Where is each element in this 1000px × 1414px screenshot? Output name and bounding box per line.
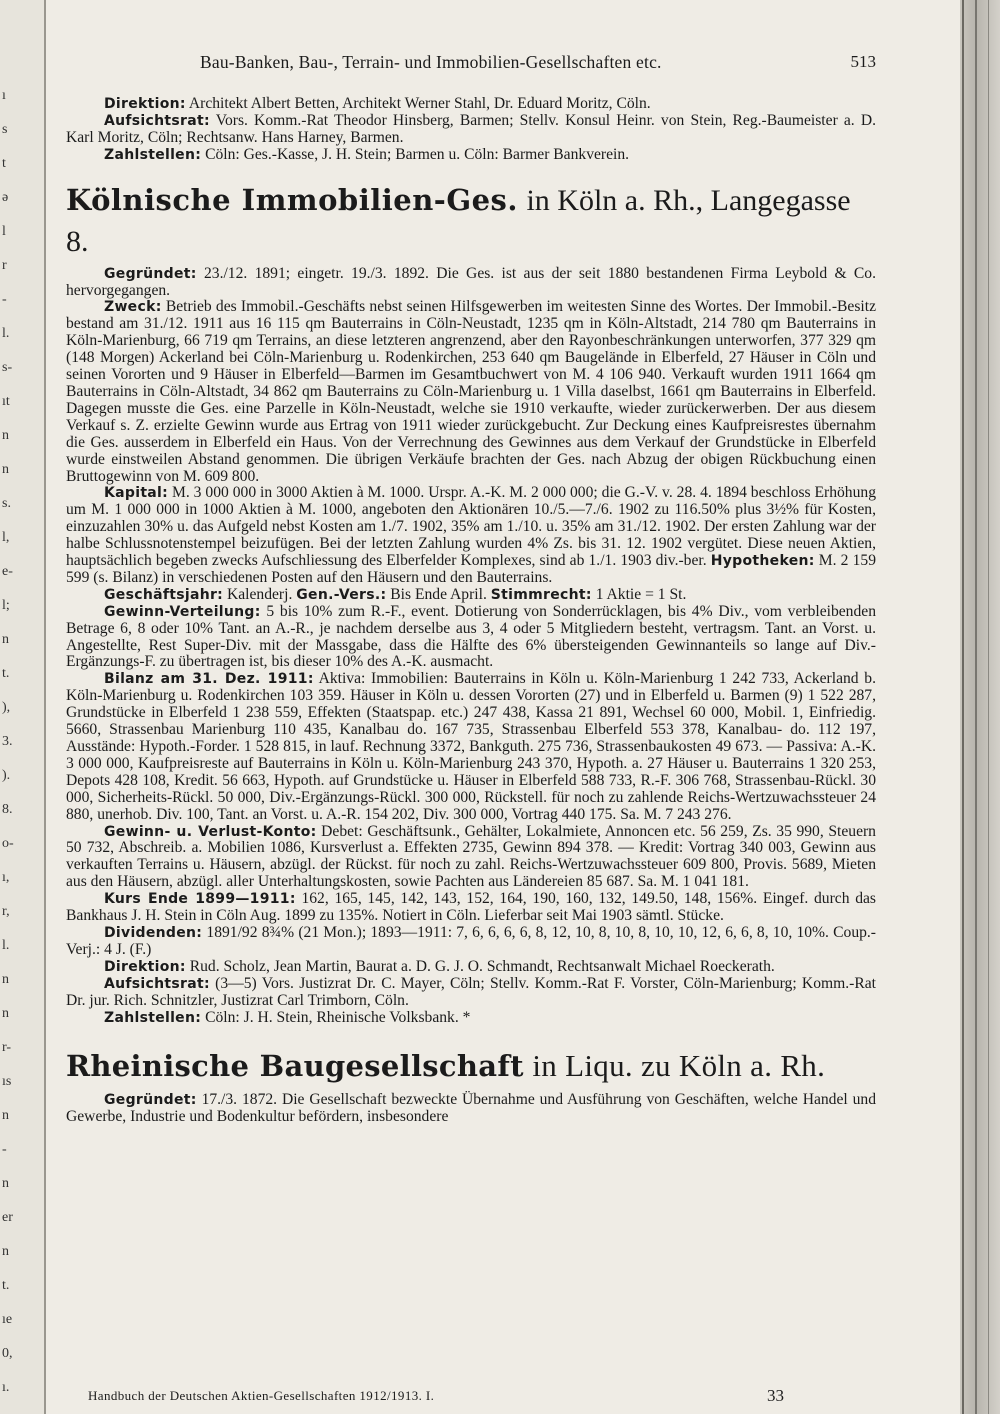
company-location: in Köln a. Rh., Langegasse 8.: [66, 183, 851, 258]
label: Zahlstellen:: [104, 146, 202, 163]
label: Kapital:: [104, 485, 169, 502]
margin-fragment: ıe: [2, 1312, 13, 1327]
value: M. 2 159 599 (s. Bilanz) in verschiedenen Posten auf den Häusern und den Bauterrains.: [66, 552, 876, 586]
margin-fragment: 8.: [2, 802, 13, 817]
label: Gen.-Vers.:: [296, 586, 387, 603]
page-number: 513: [850, 52, 876, 71]
right-edge-line: [962, 0, 964, 1414]
header-title: Bau-Banken, Bau-, Terrain- und Immobilien-Gesellschaften etc.: [200, 52, 662, 72]
company-name: Kölnische Immobilien-Ges.: [66, 182, 518, 217]
margin-fragment: er: [2, 1210, 13, 1225]
right-edge-line: [988, 0, 989, 1414]
label: Dividenden:: [104, 924, 203, 941]
margin-fragment: -: [2, 292, 7, 307]
margin-fragment: o-: [2, 836, 14, 851]
margin-fragment: r,: [2, 904, 10, 919]
label: Direktion:: [104, 958, 186, 975]
value: Kalenderj.: [226, 585, 293, 603]
value: Geschäftsunk., Gehälter, Lokalmiete, Annoncen etc. 56 259, Zs. 35 990, Steuern 50 732, Abschreib. a. Mobilien 1086, Kursverlust a. Effekten 2735, Gewinn 894 378. —: [66, 822, 876, 857]
value: 1891/92 8¾% (21 Mon.); 1893—1911: 7, 6, 6, 6, 6, 8, 12, 10, 8, 10, 8, 10, 10, 12, 6, 6, 8, 10, 10%. Coup.-Verj.: 4 J. (F.): [66, 923, 876, 958]
margin-fragment: n: [2, 1176, 9, 1191]
margin-fragment: ə: [2, 190, 9, 205]
sublabel: Aktiva:: [318, 670, 366, 688]
value: (3—5) Vors. Justizrat Dr. C. Mayer, Cöln; Stellv. Komm.-Rat F. Vorster, Cöln-Marienburg; Komm.-Rat Dr. jur. Rich. Schnitzler, Justizrat Carl Trimborn, Cöln.: [66, 974, 876, 1009]
margin-fragment: e-: [2, 564, 13, 579]
margin-fragment: l.: [2, 326, 10, 341]
label: Geschäftsjahr:: [104, 586, 224, 603]
margin-fragment: r: [2, 258, 7, 273]
margin-fragment: ).: [2, 768, 11, 783]
label: Gewinn-Verteilung:: [104, 603, 261, 620]
margin-fragment: ıs: [2, 1074, 12, 1089]
value: Cöln: J. H. Stein, Rheinische Volksbank. *: [205, 1008, 471, 1026]
value: Betrieb des Immobil.-Geschäfts nebst seinen Hilfsgewerben im weitesten Sinne des Wortes. Der Immobil.-Besitz bestand am 31./12. 1911 aus 16 115 qm Bauterrains in Cöln-Neustadt, 1235 qm in Köln-Altstadt, 214 780 qm Bauterrains in Köln-Marienburg, 66 719 qm Terrains, an diese letzteren angrenzend, aber den Rayonbeschränkungen unterworfen, 377 329 qm (148 Morgen) Ackerland bei Cöln-Marienburg u. Rodenkirchen, 253 640 qm Baugelände in Elberfeld, 27 Häuser in Cöln und seinen Vororten und 9 Häuser in Elberfeld—Barmen im Gesamtbuchwert von M. 4 106 940. Verkauft wurden 1911 1664 qm Bauterrains in Cöln-Altstadt, 34 862 qm Bauterrains zu Cöln-Marienburg u. 1 Villa daselbst, 1661 qm Bauterrains in Elberfeld. Dagegen musste die Ges. eine Parzelle in Köln-Neustadt, welche sie 1910 verkaufte, wieder zurückerwerben. Der aus diesem Verkauf s. Z. erzielte Gewinn wurde aus Ertrag von 1911 wieder zurückgebucht. Zur Deckung eines Kaufpreisrestes übernahm die Ges. ausserdem in Elberfeld ein Haus. Von der Verrechnung des Gewinnes aus dem Verkauf der Grundstücke in Elberfeld wurde einstweilen Abstand genommen. Die übrigen Verkäufe brachten der Ges. nach Abzug der obigen Rückbuchung einen Bruttogewinn von M. 609 800.: [66, 298, 876, 485]
prev-zahlstellen: [66, 147, 876, 164]
company-location: in Liqu. zu Köln a. Rh.: [532, 1048, 826, 1084]
label: Direktion:: [104, 96, 186, 112]
value: Immobilien: Bauterrains in Köln u. Köln-Marienburg 1 242 733, Ackerland b. Köln-Marienburg u. Rodenkirchen 103 359. Häuser in Köln u. dessen Vororten (27) und in Elberfeld u. Barmen (9) 1 522 287, Grundstücke in Elberfeld 1 238 559, Effekten (Staatspap. etc.) 247 438, Kassa 21 891, Wechsel 60 000, Mobil. 1, Einfriedig. 5660, Strassenbau Marienburg 110 435, Kanalbau do. 167 735, Strassenbau Elberfeld 553 378, Kanalbau- do. 112 197, Ausstände: Hypoth.-Forder. 1 528 815, in lauf. Rechnung 3372, Bankguth. 275 736, Strassenbaukosten 49 673. —: [66, 670, 876, 755]
label: Aufsichtsrat:: [104, 112, 210, 129]
label: Gegründet:: [104, 265, 197, 282]
entry1-direktion: [66, 959, 876, 976]
margin-fragment: 0,: [2, 1346, 13, 1361]
right-edge-line: [975, 0, 977, 1414]
left-margin-edge: [44, 0, 46, 1414]
entry1-gegruendet: [66, 266, 876, 300]
sublabel: Kredit:: [638, 839, 684, 857]
prev-direktion: [66, 96, 876, 113]
value: Bis Ende April.: [390, 585, 487, 603]
entry-heading: [66, 1046, 876, 1086]
value: M. 3 000 000 in 3000 Aktien à M. 1000. Urspr. A.-K. M. 2 000 000; die G.-V. v. 28. 4. 1894 beschloss Erhöhung um M. 1 000 000 in 1000 Aktien à M. 1000, angeboten den Aktionären 10./5.—7./6. 1902 zu 116.50% plus 3½% für Kosten, einzuzahlen 30% u. das Aufgeld nebst Kosten am 1./7. 1902, 35% am 1./10. u. 35% am 31./12. 1902. Der ersten Zahlung war der halbe Schlussnotenstempel beizufügen. Bei der letzten Zahlung wurden 4% Zs. bis 31. 12. 1902 vergütet. Diese neuen Aktien, hauptsächlich begeben zwecks Aufschliessung des Elberfelder Komplexes, sind ab 1./1. 1903 div.-ber.: [66, 484, 876, 570]
entry1-dividenden: [66, 925, 876, 959]
margin-fragment: ıt: [2, 394, 10, 409]
value: 5 bis 10% zum R.-F., event. Dotierung von Sonderrücklagen, bis 4% Div., vom verbleibenden Betrage 6, 8 oder 10% Tant. an A.-R., je nachdem derselbe aus 3, 4 oder 5 Mitgliedern besteht, vertragsm. Tant. an Vorst. u. Angestellte, Rest Super-Div. mit der Massgabe, dass die Hälfte des 6% übersteigenden Gewinnanteils so lange auf Div.-Ergänzungs-F. zu übertragen ist, bis dieser 10% des A.-K. ausmacht.: [66, 602, 876, 671]
margin-fragment: n: [2, 1108, 9, 1123]
value: Vortrag 340 003, Gewinn aus verkauften Terrains u. Häusern, abzügl. der Rückst. für noch zu zahl. Reichs-Wertzuwachssteuer 609 800, Provis. 5689, Mieten aus den Häusern, abzügl. aller Unterhaltungskosten, sowie Pachten aus Ländereien 85 687. Sa. M. 1 041 181.: [66, 839, 876, 891]
margin-fragment: l;: [2, 598, 10, 613]
value: 23./12. 1891; eingetr. 19./3. 1892. Die Ges. ist aus der seit 1880 bestandenen Firma Leybold & Co. hervorgegangen.: [66, 264, 876, 299]
running-header: [66, 48, 876, 78]
sublabel: Passiva:: [786, 738, 838, 755]
entry1-zweck: [66, 299, 876, 485]
margin-fragment: ı,: [2, 870, 10, 885]
margin-fragment: n: [2, 1006, 9, 1021]
page-footer: [88, 1388, 784, 1404]
entry1-bilanz: [66, 671, 876, 823]
value: 162, 165, 145, 142, 143, 152, 164, 190, 160, 132, 149.50, 148, 156%. Eingef. durch das Bankhaus J. H. Stein in Cöln Aug. 1899 zu 135%. Notiert in Cöln. Lieferbar seit Mai 1903 sämtl. Stücke.: [66, 890, 876, 925]
value: A.-K. 3 000 000, Kaufpreisreste auf Bauterrains in Köln u. Köln-Marienburg 243 370, Hypoth. a. 27 Häuser u. Bauterrains 1 320 253, Depots 428 108, Kredit. 56 663, Hypoth. auf Grundstücke u. Häuser in Elberfeld 588 733, R.-F. 306 768, Strassenbau-Rückl. 30 000, Sicherheits-Rückl. 50 000, Div.-Ergänzungs-Rückl. 300 000, Rückstell. für noch zu zahlende Reichs-Wertzuwachssteuer 24 880, unerhob. Div. 100, Tant. an Vorst. u. A.-R. 154 202, Div. 300 000, Vortrag 440 175. Sa. M. 7 243 276.: [66, 738, 876, 823]
entry-heading: [66, 180, 876, 262]
margin-fragment: t.: [2, 666, 10, 681]
margin-fragment: s.: [2, 496, 11, 511]
margin-fragment: -: [2, 1142, 7, 1157]
margin-fragment: s: [2, 122, 8, 137]
value: 17./3. 1872. Die Gesellschaft bezweckte Übernahme und Ausführung von Geschäften, welche Handel und Gewerbe, Industrie und Bodenkultur befördern, insbesondere: [66, 1091, 877, 1126]
label: Gewinn- u. Verlust-Konto:: [104, 823, 317, 840]
label: Aufsichtsrat:: [104, 975, 210, 992]
entry1-geschaeftsjahr: [66, 587, 876, 604]
margin-fragment: r-: [2, 1040, 12, 1055]
label: Hypotheken:: [710, 553, 815, 570]
label: Bilanz am 31. Dez. 1911:: [104, 671, 314, 688]
value: Vors. Komm.-Rat Theodor Hinsberg, Barmen; Stellv. Konsul Heinr. von Stein, Reg.-Baumeister a. D. Karl Moritz, Cöln; Rechtsanw. Hans Harney, Barmen.: [66, 111, 876, 146]
margin-fragment: t.: [2, 1278, 10, 1293]
prev-aufsichtsrat: [66, 113, 876, 147]
value: Cöln: Ges.-Kasse, J. H. Stein; Barmen u. Cöln: Barmer Bankverein.: [205, 145, 630, 163]
margin-fragment: n: [2, 632, 9, 647]
label: Zahlstellen:: [104, 1009, 202, 1026]
value: Architekt Albert Betten, Architekt Werner Stahl, Dr. Eduard Moritz, Cöln.: [188, 95, 651, 112]
entry1-gewinn-verteilung: [66, 604, 876, 672]
margin-fragment: ı: [2, 88, 6, 103]
margin-fragment: s-: [2, 360, 13, 375]
margin-fragment: l: [2, 224, 6, 239]
company-name: Rheinische Baugesellschaft: [66, 1049, 524, 1084]
entry1-aufsichtsrat: [66, 976, 876, 1010]
margin-fragment: ),: [2, 700, 11, 715]
margin-fragment: n: [2, 462, 9, 477]
entry1-kapital: [66, 485, 876, 586]
page-text: [66, 48, 876, 1126]
margin-fragment: n: [2, 428, 9, 443]
footer-page-number: 33: [767, 1386, 784, 1405]
label: Stimmrecht:: [490, 586, 592, 603]
label: Zweck:: [104, 299, 162, 316]
entry1-kurs: [66, 891, 876, 925]
margin-fragment: l,: [2, 530, 10, 545]
value: 1 Aktie = 1 St.: [595, 585, 687, 603]
entry2-gegruendet: [66, 1092, 876, 1126]
footer-text: Handbuch der Deutschen Aktien-Gesellschaften 1912/1913. I.: [88, 1388, 435, 1403]
margin-fragment: n: [2, 1244, 9, 1259]
margin-fragment: 3.: [2, 734, 13, 749]
label: Kurs Ende 1899—1911:: [104, 891, 296, 908]
value: Rud. Scholz, Jean Martin, Baurat a. D. G. J. O. Schmandt, Rechtsanwalt Michael Roeckerath.: [189, 957, 775, 975]
margin-fragment: n: [2, 972, 9, 987]
margin-fragment: t: [2, 156, 6, 171]
entry1-gewinn-verlust: [66, 824, 876, 892]
margin-fragment: l.: [2, 938, 10, 953]
sublabel: Debet:: [321, 822, 363, 840]
margin-fragment: ı.: [2, 1380, 10, 1395]
label: Gegründet:: [104, 1092, 197, 1109]
entry1-zahlstellen: [66, 1010, 876, 1027]
right-book-edge: [960, 0, 1000, 1414]
